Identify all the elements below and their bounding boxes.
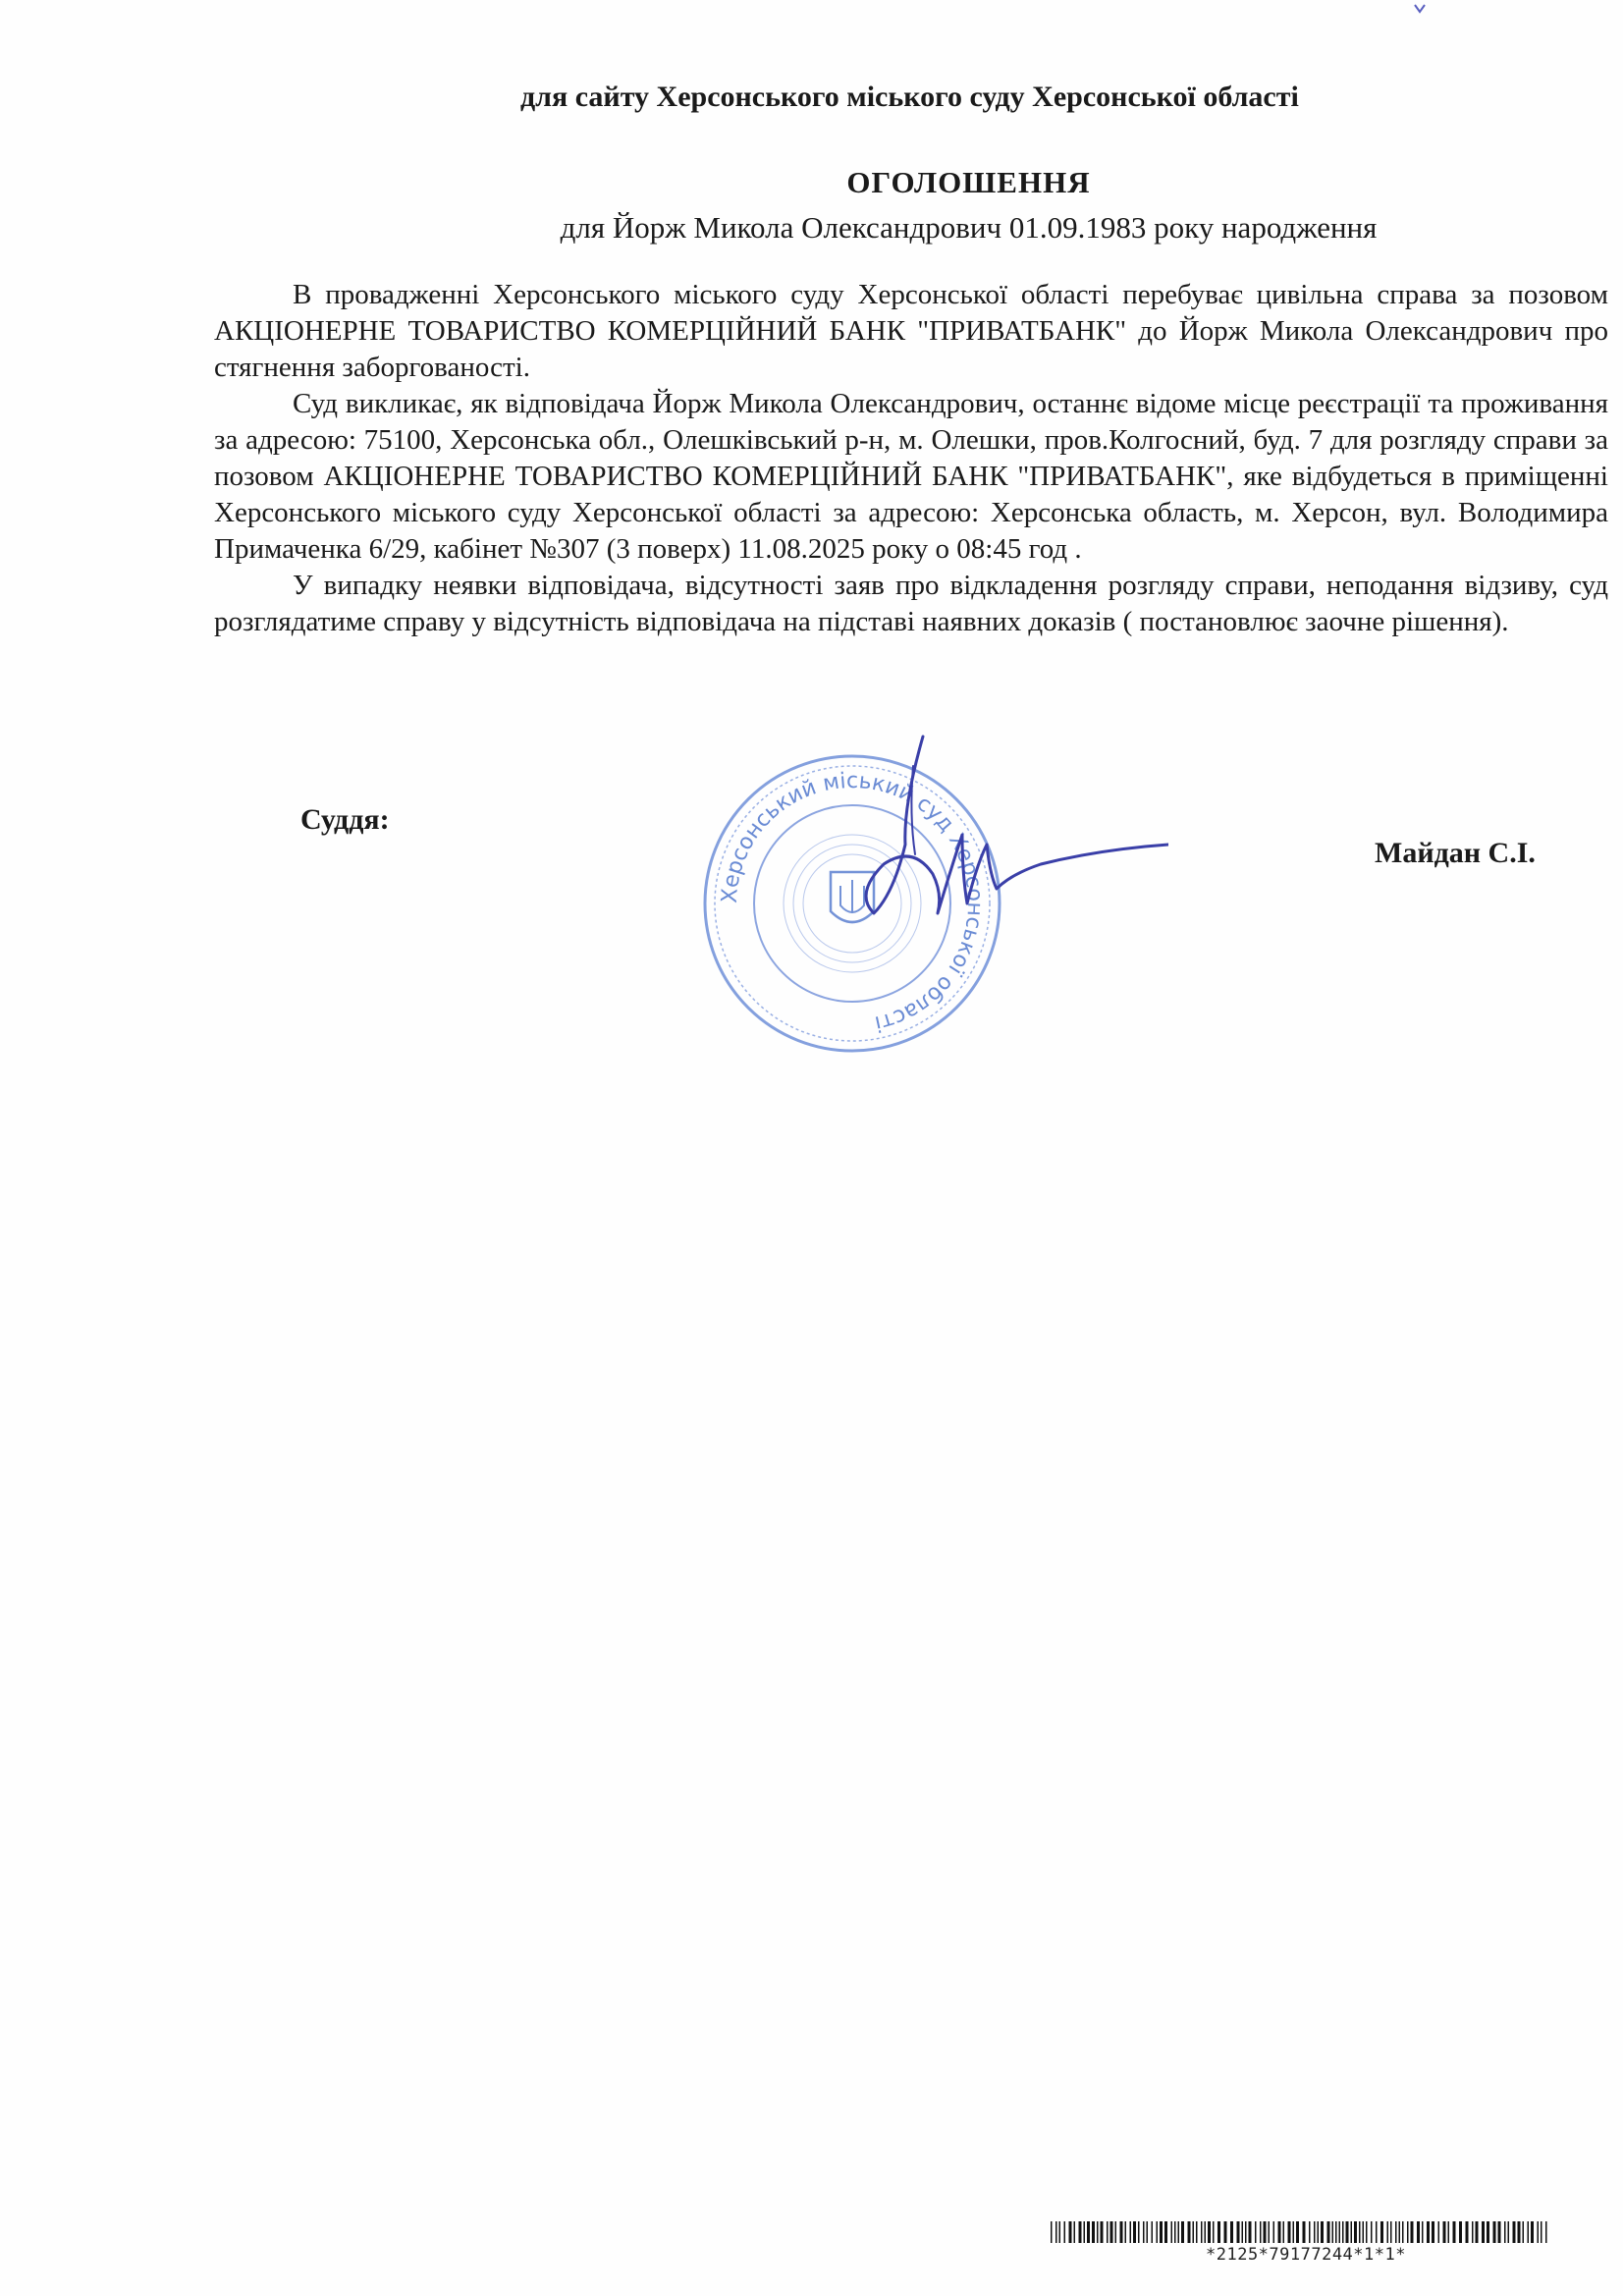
barcode-bar [1493, 2221, 1496, 2243]
barcode-bar [1314, 2221, 1316, 2243]
barcode-bar [1051, 2221, 1053, 2243]
barcode-bar [1107, 2221, 1109, 2243]
barcode-bar [1143, 2221, 1145, 2243]
barcode-bar [1380, 2221, 1383, 2243]
barcode-bar [1178, 2221, 1180, 2243]
barcode-bar [1164, 2221, 1167, 2243]
barcode-bar [1402, 2221, 1404, 2243]
barcode-bar [1351, 2221, 1353, 2243]
barcode-bar [1399, 2221, 1401, 2243]
barcode-bar [1074, 2221, 1076, 2243]
barcode-bar [1482, 2221, 1485, 2243]
barcode-bar [1472, 2221, 1474, 2243]
barcode-bar [1504, 2221, 1506, 2243]
barcode-bar [1411, 2221, 1414, 2243]
barcode-bar [1097, 2221, 1099, 2243]
barcode-bar [1064, 2221, 1066, 2243]
barcode-bar [1181, 2221, 1184, 2243]
barcode-bar [1242, 2221, 1244, 2243]
barcode-bar [1327, 2221, 1330, 2243]
barcode-bar [1245, 2221, 1247, 2243]
barcode-bar [1459, 2221, 1462, 2243]
barcode-bar [1213, 2221, 1215, 2243]
barcode-bar [1443, 2221, 1446, 2243]
barcode-bar [1079, 2221, 1082, 2243]
document-subtitle: для Йорж Микола Олександрович 01.09.1983 року народження [560, 210, 1378, 245]
barcode-bar [1201, 2221, 1203, 2243]
barcode-bar [1237, 2221, 1240, 2243]
barcode-bar [1269, 2221, 1271, 2243]
barcode-bar [1293, 2221, 1295, 2243]
barcode-bar [1376, 2221, 1378, 2243]
barcode-bar [1395, 2221, 1397, 2243]
barcode-bar [1288, 2221, 1291, 2243]
barcode-bar [1541, 2221, 1542, 2243]
barcode-bar [1255, 2221, 1257, 2243]
barcode-bar [1417, 2221, 1420, 2243]
barcode-bar [1138, 2221, 1140, 2243]
barcode-bar [1115, 2221, 1117, 2243]
barcode-bar [1193, 2221, 1195, 2243]
barcode-bar [1523, 2221, 1525, 2243]
barcode-bar [1217, 2221, 1220, 2243]
barcode-bar [1318, 2221, 1320, 2243]
barcode-bar [1249, 2221, 1252, 2243]
barcode-bar [1283, 2221, 1285, 2243]
barcode-bar [1407, 2221, 1409, 2243]
barcode-bar [1133, 2221, 1136, 2243]
document-body [214, 277, 1608, 640]
barcode-bar [1309, 2221, 1311, 2243]
barcode-bar [1513, 2221, 1516, 2243]
barcode-bar [1448, 2221, 1450, 2243]
barcode-bar [1354, 2221, 1357, 2243]
barcode-bar [1371, 2221, 1373, 2243]
barcode-bar [1273, 2221, 1275, 2243]
barcode-bar [1321, 2221, 1324, 2243]
barcode-bar [1303, 2221, 1306, 2243]
barcode-bar [1363, 2221, 1365, 2243]
barcode-bar [1366, 2221, 1368, 2243]
barcode-bar [1342, 2221, 1344, 2243]
barcode-bar [1157, 2221, 1159, 2243]
barcode-bar [1110, 2221, 1113, 2243]
barcode-bar [1230, 2221, 1233, 2243]
barcode-bar [1264, 2221, 1267, 2243]
barcode-bar [1466, 2221, 1469, 2243]
barcode-bar [1498, 2221, 1501, 2243]
barcode-bar [1120, 2221, 1123, 2243]
barcode-bar [1346, 2221, 1349, 2243]
barcode-bar [1055, 2221, 1057, 2243]
barcode-bar [1432, 2221, 1434, 2243]
stamp-text: Херсонський міський суд Херсонської області [717, 768, 988, 1036]
barcode-bar [1359, 2221, 1361, 2243]
barcode-bar [1545, 2221, 1547, 2243]
paragraph-summons: Суд викликає, як відповідача Йорж Микола Олександрович, останнє відоме місце реєстрації та проживання за адресою: 75100, Херсонська обл., Олешківський р-н, м. Олешки, пров.Колгосний, буд. 7 для розгляду справи за позовом АКЦІОНЕРНЕ ТОВАРИСТВО КОМЕРЦІЙНИЙ БАНК "ПРИВАТБАНК", яке відбудеться в приміщенні Херсонського міського суду Херсонської області за адресою: Херсонська область, м. Херсон, вул. Володимира Примаченка 6/29, кабінет №307 (3 поверх) 11.08.2025 року о 08:45 год . [214, 388, 1608, 565]
barcode-bar [1101, 2221, 1104, 2243]
barcode-bar [1453, 2221, 1456, 2243]
paragraph-default-judgment: У випадку неявки відповідача, відсутності заяв про відкладення розгляду справи, неподання відзиву, суд розглядатиме справу у відсутність відповідача на підставі наявних доказів ( постановлює заочне рішення). [214, 570, 1608, 637]
barcode-bar [1147, 2221, 1149, 2243]
barcode-bar [1508, 2221, 1510, 2243]
barcode-bar [1296, 2221, 1299, 2243]
barcode-icon [1051, 2221, 1551, 2243]
barcode-bar [1130, 2221, 1132, 2243]
barcode-bar [1171, 2221, 1173, 2243]
barcode-bar [1278, 2221, 1281, 2243]
barcode-bar [1069, 2221, 1072, 2243]
barcode-bar [1205, 2221, 1207, 2243]
barcode-bar [1196, 2221, 1198, 2243]
barcode-bar [1438, 2221, 1440, 2243]
barcode-bar [1160, 2221, 1163, 2243]
barcode-bar [1339, 2221, 1341, 2243]
barcode-bar [1224, 2221, 1227, 2243]
barcode-bar [1427, 2221, 1430, 2243]
document-title: ОГОЛОШЕННЯ [846, 165, 1091, 199]
barcode-bar [1260, 2221, 1262, 2243]
barcode-bar [1092, 2221, 1095, 2243]
barcode-bar [1487, 2221, 1489, 2243]
document-header: для сайту Херсонського міського суду Херсонської області [520, 81, 1299, 113]
barcode-bar [1538, 2221, 1540, 2243]
barcode-bar [1084, 2221, 1086, 2243]
barcode-bar [1335, 2221, 1337, 2243]
barcode-bar [1059, 2221, 1061, 2243]
judge-name: Майдан С.І. [1375, 837, 1536, 869]
barcode-number: *2125*79177244*1*1* [1206, 2245, 1406, 2265]
barcode-bar [1188, 2221, 1191, 2243]
judge-label: Суддя: [300, 803, 390, 836]
barcode-bar [1332, 2221, 1334, 2243]
barcode-bar [1125, 2221, 1127, 2243]
barcode-bar [1528, 2221, 1530, 2243]
barcode-bar [1087, 2221, 1090, 2243]
corner-mark-icon [1414, 4, 1426, 14]
barcode-bar [1476, 2221, 1479, 2243]
barcode-bar [1518, 2221, 1521, 2243]
paragraph-proceedings: В провадженні Херсонського міського суду Херсонської області перебуває цивільна справа за позовом АКЦІОНЕРНЕ ТОВАРИСТВО КОМЕРЦІЙНИЙ БАНК "ПРИВАТБАНК" до Йорж Микола Олександрович про стягнення заборгованості. [214, 279, 1608, 383]
barcode-bar [1387, 2221, 1389, 2243]
barcode-bar [1531, 2221, 1534, 2243]
barcode-bar [1422, 2221, 1424, 2243]
judge-signature-icon [844, 727, 1168, 962]
barcode-bar [1208, 2221, 1211, 2243]
barcode-bar [1152, 2221, 1154, 2243]
barcode-bar [1390, 2221, 1392, 2243]
barcode-bar [1174, 2221, 1176, 2243]
